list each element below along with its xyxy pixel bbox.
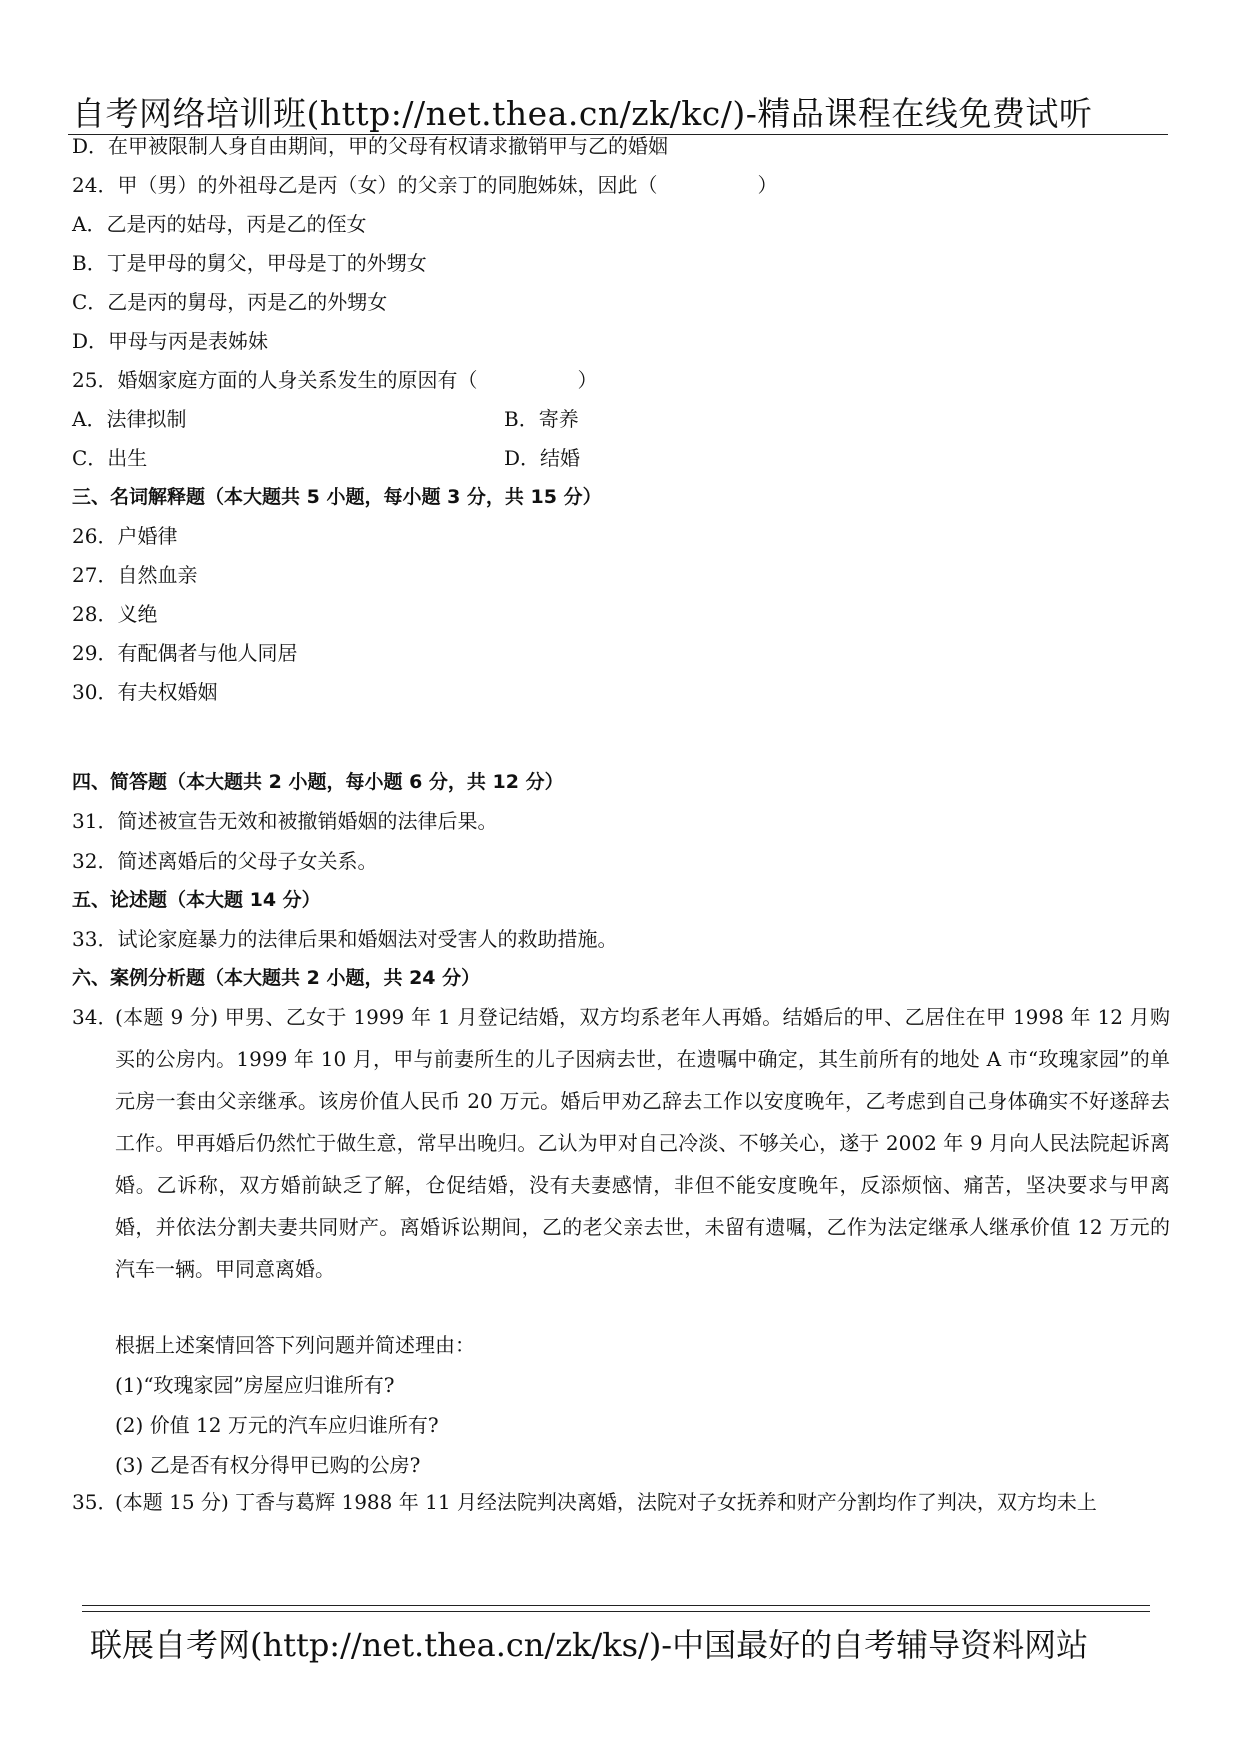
q27: 27．自然血亲 xyxy=(72,563,198,587)
q24-option-b: B．丁是甲母的舅父，甲母是丁的外甥女 xyxy=(72,251,427,275)
case-34 xyxy=(72,996,1170,1290)
q28: 28．义绝 xyxy=(72,602,158,626)
case-34-number: 34． xyxy=(72,1005,118,1029)
q30: 30．有夫权婚姻 xyxy=(72,680,218,704)
q24-option-c: C．乙是丙的舅母，丙是乙的外甥女 xyxy=(72,290,388,314)
page-footer: 联展自考网(http://net.thea.cn/zk/ks/)-中国最好的自考辅导资料网站 xyxy=(90,1626,1089,1664)
case-35-text: (本题 15 分) 丁香与葛辉 1988 年 11 月经法院判决离婚，法院对子女抚养和财产分割均作了判决，双方均未上 xyxy=(115,1490,1097,1514)
q24-option-a: A．乙是丙的姑母，丙是乙的侄女 xyxy=(72,212,367,236)
case-35-number: 35． xyxy=(72,1490,118,1514)
q25-option-b: B．寄养 xyxy=(504,407,579,431)
footer-rule-top xyxy=(82,1605,1150,1606)
q32: 32．简述离婚后的父母子女关系。 xyxy=(72,849,378,873)
q34-sub-3: (3) 乙是否有权分得甲已购的公房? xyxy=(115,1453,421,1477)
footer-rule-bottom xyxy=(82,1611,1150,1612)
q34-sub-1: (1)“玫瑰家园”房屋应归谁所有? xyxy=(115,1373,395,1397)
q33: 33．试论家庭暴力的法律后果和婚姻法对受害人的救助措施。 xyxy=(72,927,618,951)
q34-sub-2: (2) 价值 12 万元的汽车应归谁所有? xyxy=(115,1413,439,1437)
q24-option-d: D．甲母与丙是表姊妹 xyxy=(72,329,269,353)
case-34-text: (本题 9 分) 甲男、乙女于 1999 年 1 月登记结婚，双方均系老年人再婚。结婚后的甲、乙居住在甲 1998 年 12 月购买的公房内。1999 年 10 月，甲与前妻所生的儿子因病去世，在遗嘱中确定，其生前所有的地处 A 市“玫瑰家园”的单元房一套由父亲继承。该房价值人民币 20 万元。婚后甲劝乙辞去工作以安度晚年，乙考虑到自己身体确实不好遂辞去工作。甲再婚后仍然忙于做生意，常早出晚归。乙认为甲对自己冷淡、不够关心，遂于 2002 年 9 月向人民法院起诉离婚。乙诉称，双方婚前缺乏了解，仓促结婚，没有夫妻感情，非但不能安度晚年，反添烦恼、痛苦，坚决要求与甲离婚，并依法分割夫妻共同财产。离婚诉讼期间，乙的老父亲去世，未留有遗嘱，乙作为法定继承人继承价值 12 万元的汽车一辆。甲同意离婚。 xyxy=(115,1005,1170,1281)
q31: 31．简述被宣告无效和被撤销婚姻的法律后果。 xyxy=(72,809,498,833)
q23-option-d: D．在甲被限制人身自由期间，甲的父母有权请求撤销甲与乙的婚姻 xyxy=(72,134,669,158)
q26: 26．户婚律 xyxy=(72,524,178,548)
q25-option-d: D．结婚 xyxy=(504,446,581,470)
section-5-heading: 五、论述题（本大题 14 分） xyxy=(72,889,321,911)
q29: 29．有配偶者与他人同居 xyxy=(72,641,298,665)
case-35 xyxy=(72,1481,1170,1523)
q34-prompt: 根据上述案情回答下列问题并简述理由： xyxy=(115,1333,475,1357)
q25-stem: 25．婚姻家庭方面的人身关系发生的原因有（ ） xyxy=(72,368,598,392)
section-4-heading: 四、简答题（本大题共 2 小题，每小题 6 分，共 12 分） xyxy=(72,771,564,793)
section-3-heading: 三、名词解释题（本大题共 5 小题，每小题 3 分，共 15 分） xyxy=(72,486,602,508)
section-6-heading: 六、案例分析题（本大题共 2 小题，共 24 分） xyxy=(72,967,481,989)
page-header: 自考网络培训班(http://net.thea.cn/zk/kc/)-精品课程在线免费试听 xyxy=(72,94,1093,133)
q25-option-a: A．法律拟制 xyxy=(72,407,187,431)
q24-stem: 24．甲（男）的外祖母乙是丙（女）的父亲丁的同胞姊妹，因此（ ） xyxy=(72,173,778,197)
q25-option-c: C．出生 xyxy=(72,446,148,470)
